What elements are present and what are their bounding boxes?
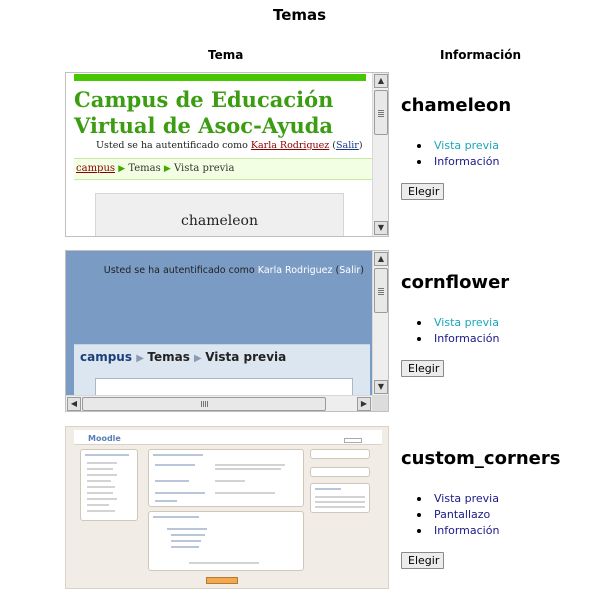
breadcrumb-separator-icon: ▶ bbox=[163, 164, 171, 174]
login-info: Usted se ha autentificado como Karla Rodriguez (Salir) bbox=[96, 140, 363, 151]
logout-link[interactable]: Salir bbox=[339, 265, 361, 276]
header-accent-bar bbox=[74, 74, 366, 81]
scroll-up-icon[interactable]: ▲ bbox=[374, 74, 388, 88]
horizontal-scrollbar[interactable] bbox=[66, 395, 372, 411]
theme-links bbox=[417, 138, 511, 170]
screenshot-block-admin bbox=[80, 449, 138, 521]
breadcrumb-separator-icon: ▶ bbox=[194, 353, 206, 364]
column-header-tema: Tema bbox=[208, 48, 244, 62]
list-item bbox=[417, 315, 509, 331]
list-item bbox=[417, 523, 560, 539]
user-link[interactable]: Karla Rodriguez bbox=[250, 140, 330, 151]
breadcrumb bbox=[80, 350, 286, 364]
theme-name: cornflower bbox=[401, 272, 510, 293]
theme-preview-chameleon[interactable] bbox=[65, 72, 389, 237]
info-link[interactable]: Información bbox=[434, 524, 500, 537]
login-prefix: Usted se ha autentificado como bbox=[96, 140, 248, 151]
scroll-down-icon[interactable]: ▼ bbox=[374, 380, 388, 394]
breadcrumb-item[interactable]: Temas bbox=[147, 350, 190, 364]
theme-screenshot-custom-corners[interactable] bbox=[65, 426, 389, 589]
breadcrumb-item[interactable]: Temas bbox=[128, 163, 161, 174]
moodle-logo: Moodle bbox=[88, 434, 121, 443]
page-title: Temas bbox=[272, 6, 327, 24]
user-link[interactable]: Karla Rodriguez bbox=[257, 265, 333, 276]
screenshot-block-categories bbox=[148, 511, 304, 571]
vertical-scrollbar[interactable] bbox=[372, 251, 388, 395]
scroll-up-icon[interactable]: ▲ bbox=[374, 252, 388, 266]
list-item bbox=[417, 154, 511, 170]
info-link[interactable]: Información bbox=[434, 155, 500, 168]
theme-links bbox=[417, 491, 560, 539]
moodle-badge-icon bbox=[206, 577, 238, 584]
breadcrumb-home-link[interactable]: campus bbox=[80, 350, 132, 364]
scrollbar-thumb[interactable] bbox=[82, 397, 326, 411]
screenshot-footer bbox=[74, 572, 380, 584]
theme-preview-cornflower[interactable] bbox=[65, 250, 389, 412]
breadcrumb-home-link[interactable]: campus bbox=[76, 163, 116, 174]
logout-link[interactable]: Salir bbox=[336, 140, 359, 151]
theme-name: custom_corners bbox=[401, 448, 561, 469]
choose-button[interactable]: Elegir bbox=[401, 360, 444, 377]
column-header-informacion: Información bbox=[440, 48, 522, 62]
preview-link[interactable]: Vista previa bbox=[434, 492, 499, 505]
screenshot-header-button bbox=[344, 438, 362, 443]
screenshot-block-calendar bbox=[310, 483, 370, 513]
list-item bbox=[417, 491, 560, 507]
choose-button[interactable]: Elegir bbox=[401, 552, 444, 569]
theme-info-custom-corners bbox=[401, 448, 560, 569]
breadcrumb-separator-icon: ▶ bbox=[136, 353, 148, 364]
breadcrumb bbox=[74, 158, 372, 180]
screenshot-block-news bbox=[310, 467, 370, 477]
list-item bbox=[417, 138, 511, 154]
site-name: Campus de Educación Virtual de Asoc-Ayuda bbox=[74, 87, 334, 138]
scroll-down-icon[interactable]: ▼ bbox=[374, 221, 388, 235]
breadcrumb-separator-icon: ▶ bbox=[118, 164, 126, 174]
list-item bbox=[417, 507, 560, 523]
preview-link[interactable]: Vista previa bbox=[434, 316, 499, 329]
preview-link[interactable]: Vista previa bbox=[434, 139, 499, 152]
breadcrumb-item: Vista previa bbox=[205, 350, 287, 364]
login-info: Usted se ha autentificado como Karla Rodriguez (Salir) bbox=[103, 265, 364, 276]
theme-info-cornflower bbox=[401, 272, 509, 377]
screenshot-link[interactable]: Pantallazo bbox=[434, 508, 491, 521]
vertical-scrollbar[interactable] bbox=[372, 73, 388, 236]
preview-content-box bbox=[95, 193, 344, 237]
preview-box-title: chameleon bbox=[181, 213, 258, 229]
scrollbar-corner bbox=[372, 395, 388, 411]
scrollbar-thumb[interactable] bbox=[374, 268, 388, 313]
screenshot-header bbox=[74, 430, 382, 445]
login-prefix: Usted se ha autentificado como bbox=[103, 265, 255, 276]
scrollbar-thumb[interactable] bbox=[374, 90, 388, 135]
screenshot-block-search bbox=[310, 449, 370, 459]
theme-name: chameleon bbox=[401, 95, 512, 116]
list-item bbox=[417, 331, 509, 347]
choose-button[interactable]: Elegir bbox=[401, 183, 444, 200]
theme-info-chameleon bbox=[401, 95, 511, 200]
breadcrumb-item: Vista previa bbox=[174, 163, 235, 174]
info-link[interactable]: Información bbox=[434, 332, 500, 345]
scroll-left-icon[interactable]: ◀ bbox=[67, 397, 81, 411]
theme-links bbox=[417, 315, 509, 347]
scroll-right-icon[interactable]: ▶ bbox=[357, 397, 371, 411]
screenshot-block-courses bbox=[148, 449, 304, 507]
